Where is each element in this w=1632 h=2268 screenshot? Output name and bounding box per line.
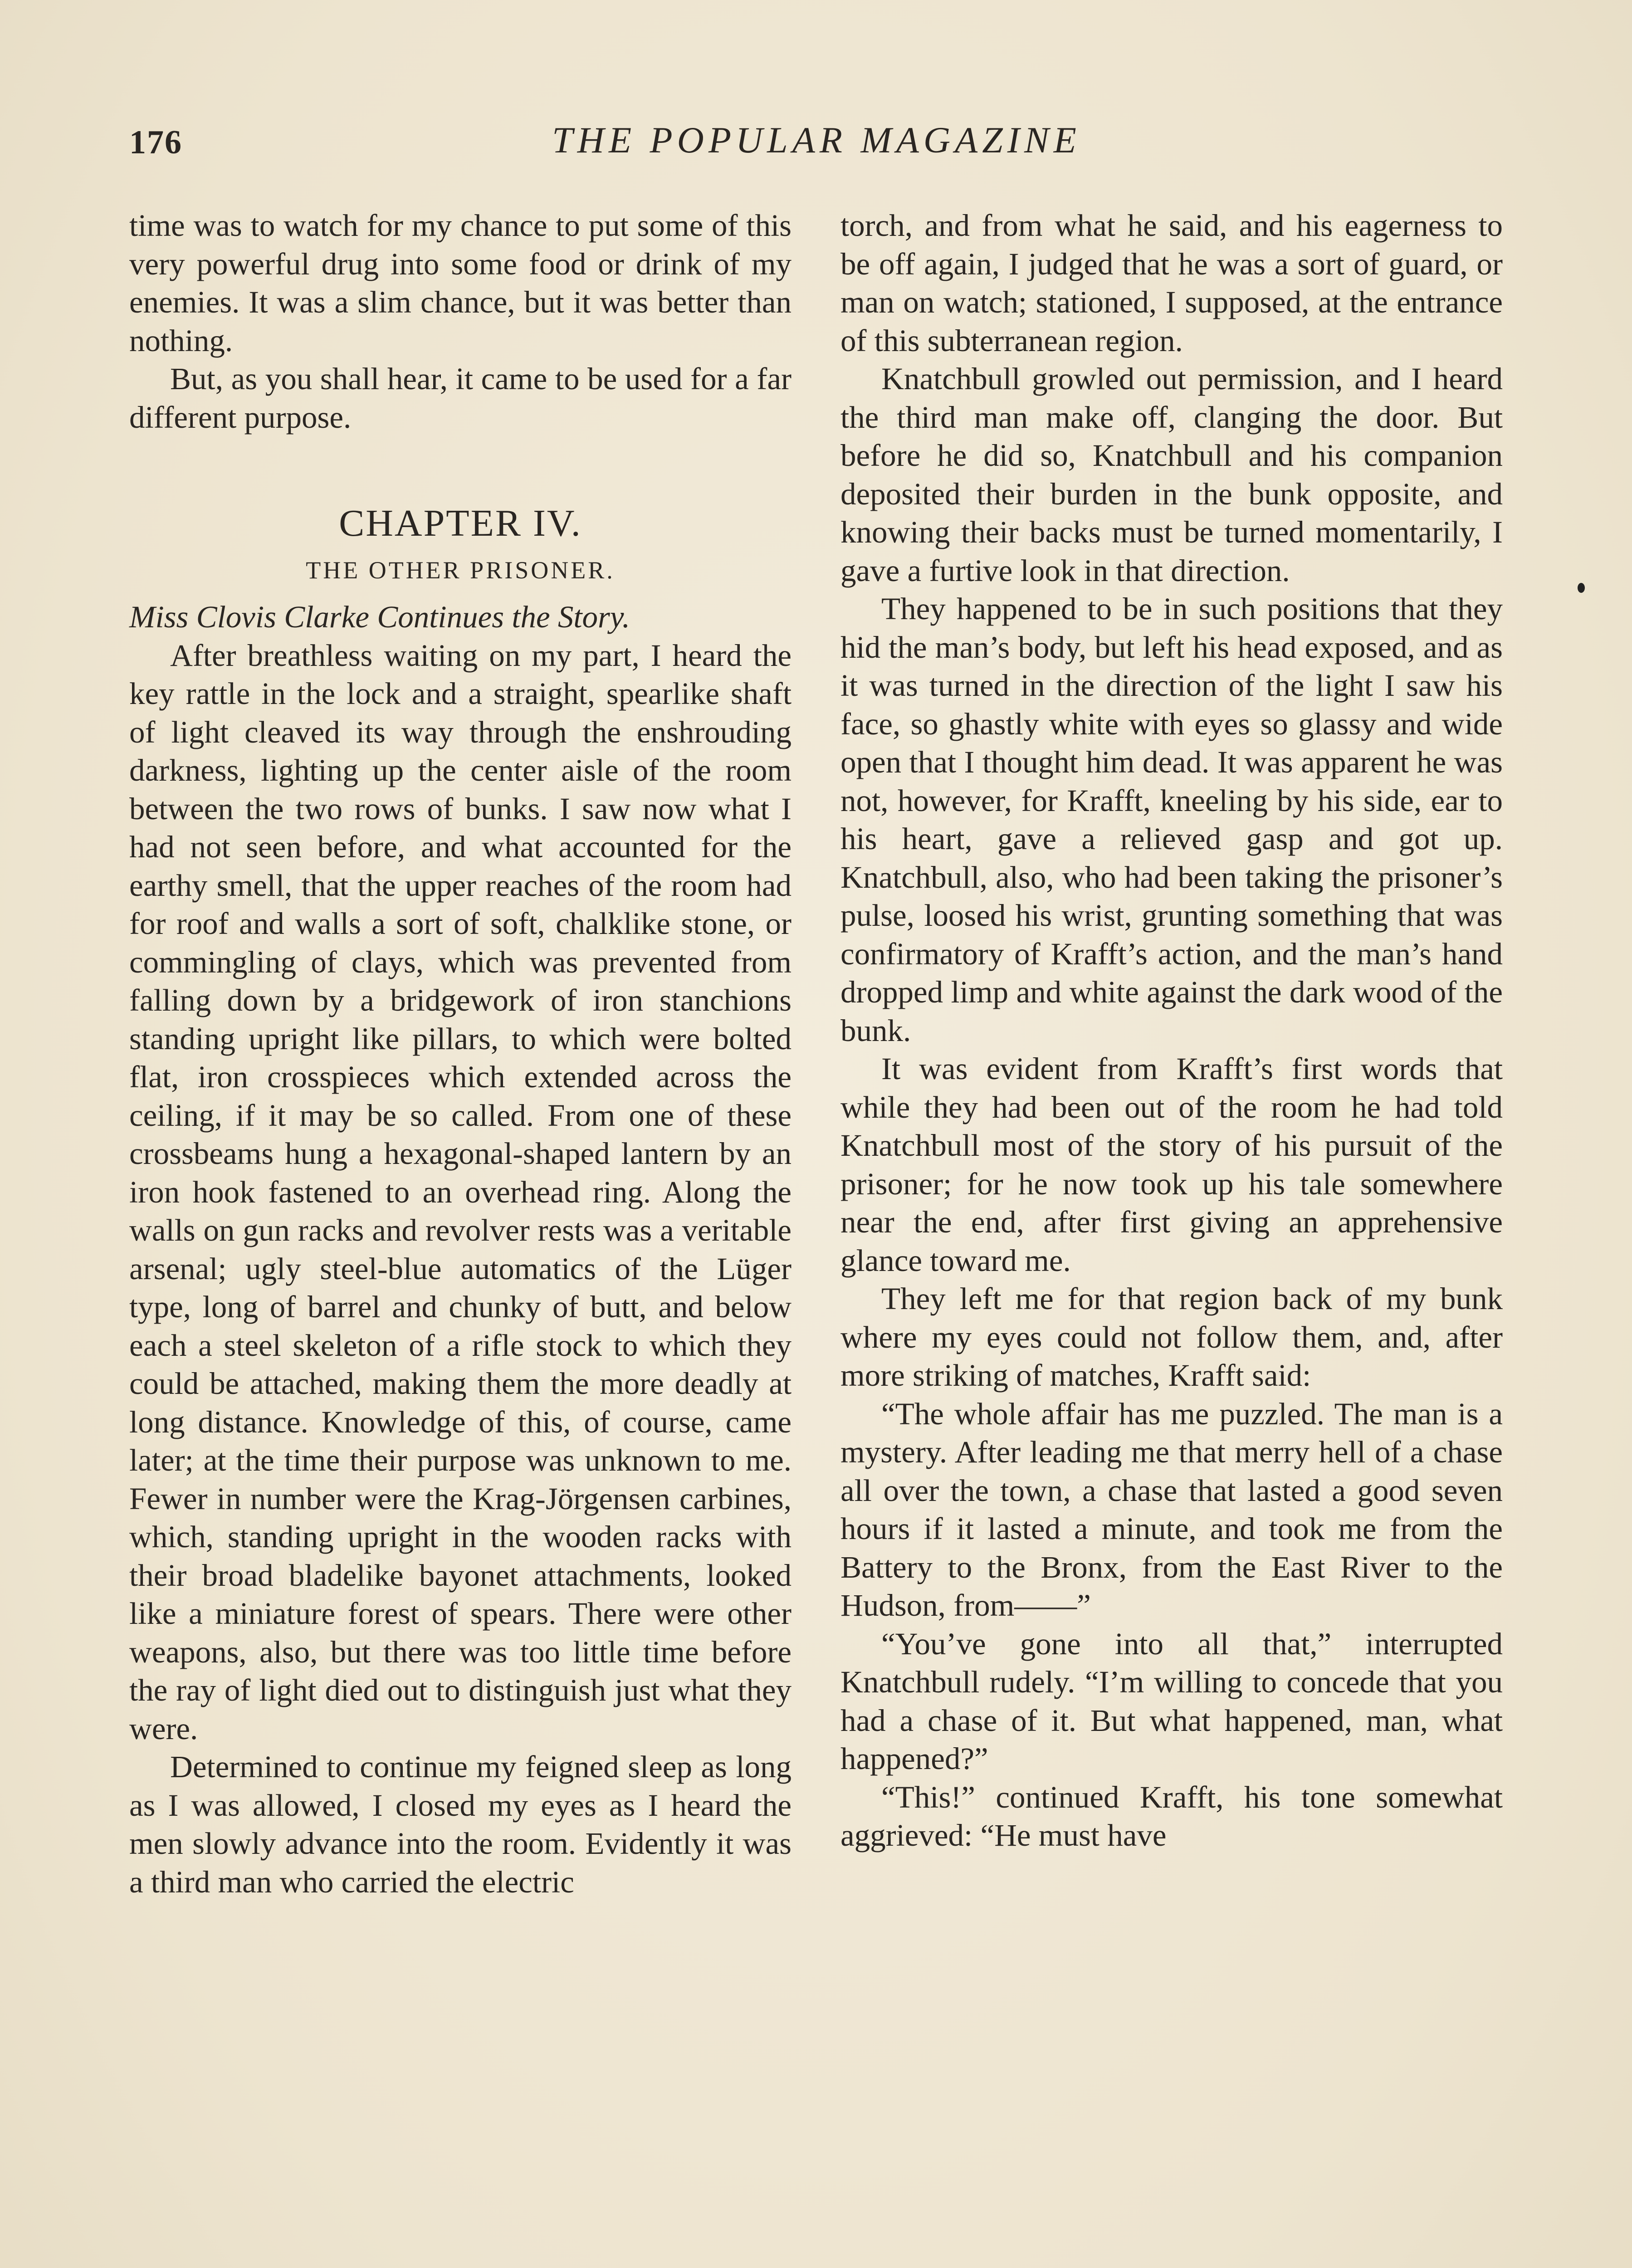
paragraph: Knatchbull growled out permission, and I heard the third man make off, clanging the door. But before he did so, Knatchbull and his companion deposited their burden in the bunk opposite, and knowing their backs must be turned momentarily, I gave a furtive look in that direction.	[840, 362, 1503, 588]
paragraph: Determined to continue my feigned sleep as long as I was allowed, I closed my eyes as I heard the men slowly advance into the room. Evidently it was a third man who carried the electric	[129, 1750, 792, 1899]
paragraph: But, as you shall hear, it came to be used for a far different purpose.	[129, 362, 792, 435]
page-header	[129, 119, 1504, 173]
paragraph: time was to watch for my chance to put some of this very powerful drug into some food or drink of my enemies. It was a slim chance, but it was better than nothing.	[129, 208, 792, 358]
right-column	[840, 206, 1503, 1855]
paragraph: They left me for that region back of my bunk where my eyes could not follow them, and, after more striking of matches, Krafft said:	[840, 1281, 1503, 1393]
paragraph: “You’ve gone into all that,” interrupted Knatchbull rudely. “I’m willing to concede that you had a chase of it. But what happened, man, what happened?”	[840, 1626, 1503, 1776]
paragraph: “The whole affair has me puzzled. The man is a mystery. After leading me that merry hell of a chase all over the town, a chase that lasted a good seven hours if it lasted a minute, and took me from the Battery to the Bronx, from the East River to the Hudson, from——”	[840, 1396, 1503, 1623]
paragraph: torch, and from what he said, and his eagerness to be off again, I judged that he was a sort of guard, or man on watch; stationed, I supposed, at the entrance of this subterranean region.	[840, 208, 1503, 358]
chapter-heading: CHAPTER IV.	[339, 502, 582, 544]
paragraph: “This!” continued Krafft, his tone somewhat aggrieved: “He must have	[840, 1779, 1503, 1853]
ink-speck	[1578, 583, 1585, 593]
left-column	[129, 206, 792, 1901]
paragraph: They happened to be in such positions that they hid the man’s body, but left his head exposed, and as it was turned in the direction of the light I saw his face, so ghastly white with eyes so glassy and wide open that I thought him dead. It was apparent he was not, however, for Krafft, kneeling by his side, ear to his heart, gave a relieved gasp and got up. Knatchbull, also, who had been taking the prisoner’s pulse, loosed his wrist, grunting something that was confirmatory of Krafft’s action, and the man’s hand dropped limp and white against the dark wood of the bunk.	[840, 591, 1503, 1048]
running-title: THE POPULAR MAGAZINE	[552, 119, 1081, 161]
chapter-byline: Miss Clovis Clarke Continues the Story.	[129, 600, 630, 634]
paragraph: It was evident from Krafft’s first words that while they had been out of the room he had told Knatchbull most of the story of his pursuit of the prisoner; for he now took up his tale somewhere near the end, after first giving an apprehensive glance toward me.	[840, 1051, 1503, 1278]
paragraph: After breathless waiting on my part, I heard the key rattle in the lock and a straight, spearlike shaft of light cleaved its way through the enshrouding darkness, lighting up the center aisle of the room between the two rows of bunks. I saw now what I had not seen before, and what accounted for the earthy smell, that the upper reaches of the room had for roof and walls a sort of soft, chalklike stone, or commingling of clays, which was prevented from falling down by a bridgework of iron stanchions standing upright like pillars, to which were bolted flat, iron crosspieces which extended across the ceiling, if it may be so called. From one of these crossbeams hung a hexagonal-shaped lantern by an iron hook fastened to an overhead ring. Along the walls on gun racks and revolver rests was a veritable arsenal; ugly steel-blue automatics of the Lüger type, long of barrel and chunky of butt, and below each a steel skeleton of a rifle stock to which they could be attached, making them the more deadly at long distance. Knowledge of this, of course, came later; at the time their purpose was unknown to me. Fewer in number were the Krag-Jörgensen carbines, which, standing upright in the wooden racks with their broad bladelike bayonet attachments, looked like a miniature forest of spears. There were other weapons, also, but there was too little time before the ray of light died out to distinguish just what they were.	[129, 638, 792, 1746]
page-number: 176	[129, 124, 182, 161]
chapter-subtitle: THE OTHER PRISONER.	[306, 557, 615, 584]
